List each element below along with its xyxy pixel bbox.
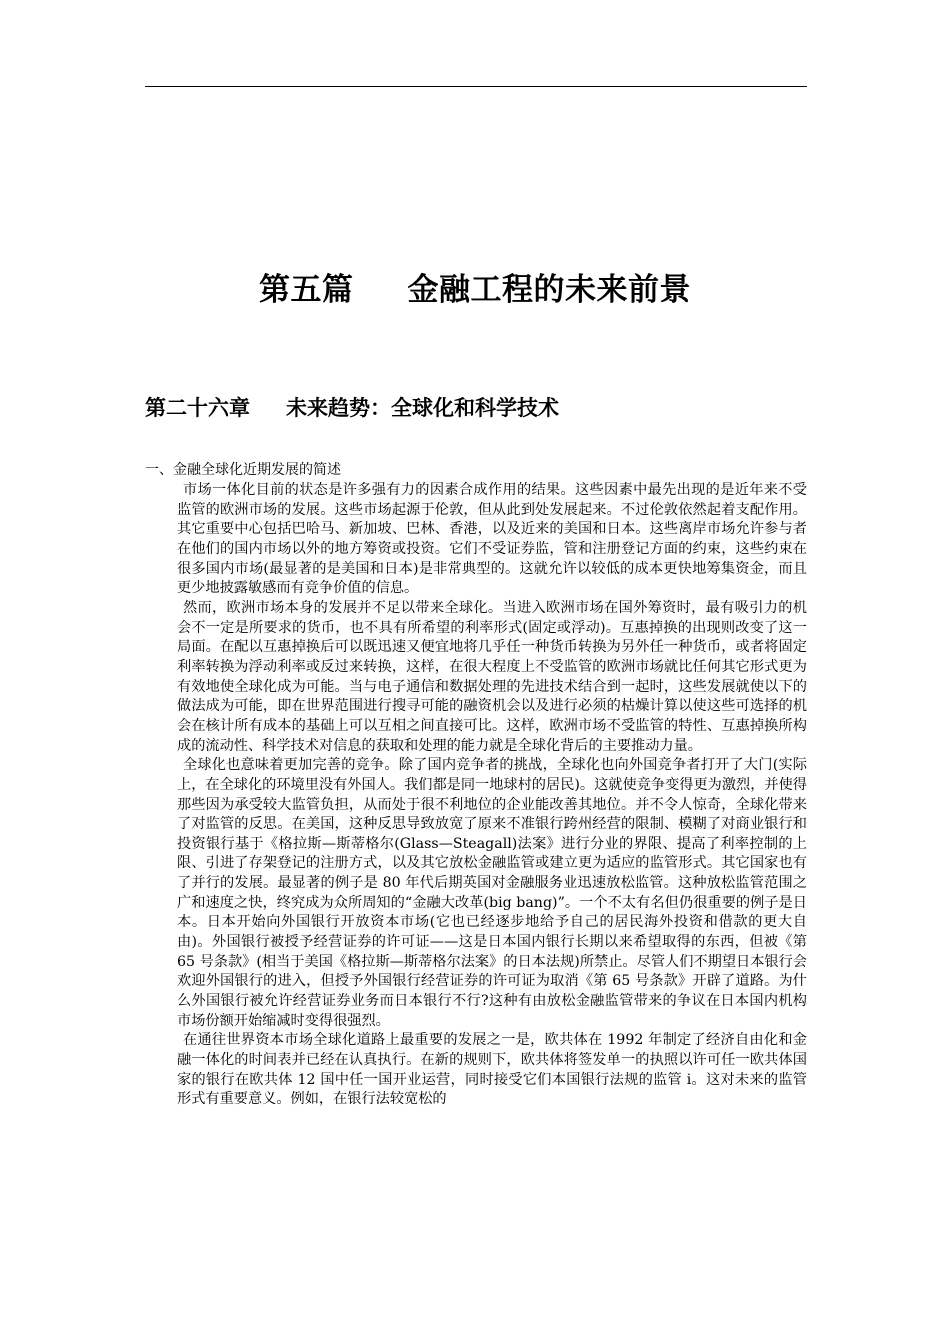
chapter-number: 第二十六章 (145, 396, 250, 420)
paragraph: 市场一体化目前的状态是许多强有力的因素合成作用的结果。这些因素中最先出现的是近年来不受监管的欧洲市场的发展。这些市场起源于伦敦，但从此到处发展起来。不过伦敦依然起着支配作用。其它重要中心包括巴哈马、新加坡、巴林、香港，以及近来的美国和日本。这些离岸市场允许参与者在他们的国内市场以外的地方筹资或投资。它们不受证券监，管和注册登记方面的约束，这些约束在很多国内市场(最显著的是美国和日本)是非常典型的。这就允许以较低的成本更快地筹集资金，而且更少地披露敏感而有竞争价值的信息。 (177, 482, 807, 597)
part-number: 第五篇 (259, 272, 354, 308)
body-text (177, 481, 807, 1110)
paragraph: 在通往世界资本市场全球化道路上最重要的发展之一是，欧共体在 1992 年制定了经济自由化和金融一体化的时间表并已经在认真执行。在新的规则下，欧共体将签发单一的执照以许可任一欧共体国家的银行在欧共体 12 国中任一国开业运营，同时接受它们本国银行法规的监管 i。这对未来的监管形式有重要意义。例如，在银行法较宽松的 (177, 1032, 807, 1108)
header-rule (145, 86, 807, 87)
chapter-title (145, 393, 559, 423)
chapter-title-text: 未来趋势：全球化和科学技术 (286, 396, 559, 420)
paragraph: 全球化也意味着更加完善的竞争。除了国内竞争者的挑战，全球化也向外国竞争者打开了大门(实际上，在全球化的环境里没有外国人。我们都是同一地球村的居民)。这就使竞争变得更为激烈，并使得那些因为承受较大监管负担，从而处于很不利地位的企业能改善其地位。并不令人惊奇，全球化带来了对监管的反思。在美国，这种反思导致放宽了原来不准银行跨州经营的限制、模糊了对商业银行和投资银行基于《格拉斯—斯蒂格尔(Glass—Steagall)法案》进行分业的界限、提高了利率控制的上限、引进了存架登记的注册方式，以及其它放松金融监管或建立更为适应的监管形式。其它国家也有了并行的发展。最显著的例子是 80 年代后期英国对金融服务业迅速放松监管。这种放松监管范围之广和速度之快，终究成为众所周知的“金融大改革(big bang)”。一个不太有名但仍很重要的例子是日本。日本开始向外国银行开放资本市场(它也已经逐步地给予自己的居民海外投资和借款的更大自由)。外国银行被授予经营证券的许可证——这是日本国内银行长期以来希望取得的东西，但被《第 65 号条款》(相当于美国《格拉斯—斯蒂格尔法案》的日本法规)所禁止。尽管人们不期望日本银行会欢迎外国银行的进入，但授予外国银行经营证券的许可证为取消《第 65 号条款》开辟了道路。为什么外国银行被允许经营证券业务而日本银行不行?这种有由放松金融监管带来的争议在日本国内机构市场份额开始缩减时变得很强烈。 (177, 757, 807, 1029)
section-heading: 一、金融全球化近期发展的简述 (145, 462, 341, 478)
part-title-text: 金融工程的未来前景 (407, 272, 691, 308)
paragraph: 然而，欧洲市场本身的发展并不足以带来全球化。当进入欧洲市场在国外筹资时，最有吸引力的机会不一定是所要求的货币，也不具有所希望的利率形式(固定或浮动)。互惠掉换的出现则改变了这一局面。在配以互惠掉换后可以既迅速又便宜地将几乎任一种货币转换为另外任一种货币，或者将固定利率转换为浮动利率或反过来转换，这样，在很大程度上不受监管的欧洲市场就比任何其它形式更为有效地使全球化成为可能。当与电子通信和数据处理的先进技术结合到一起时，这些发展就使以下的做法成为可能，即在世界范围进行搜寻可能的融资机会以及进行必须的枯燥计算以使这些可选择的机会在核计所有成本的基础上可以互相之间直接可比。这样，欧洲市场不受监管的特性、互惠掉换所构成的流动性、科学技术对信息的获取和处理的能力就是全球化背后的主要推动力量。 (177, 599, 807, 754)
part-title (0, 270, 950, 310)
